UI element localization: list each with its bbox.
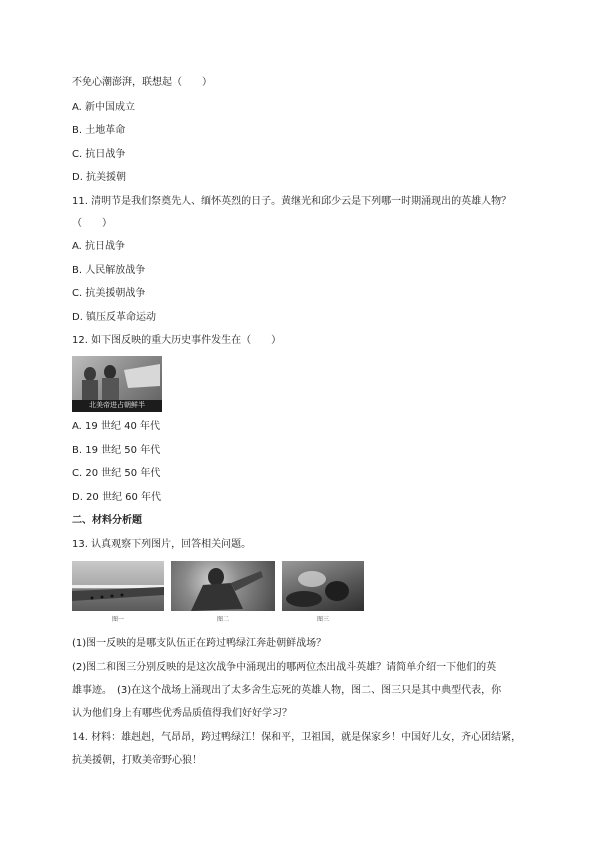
q11-option-a: A. 抗日战争 bbox=[72, 241, 126, 252]
section2-title: 二、材料分析题 bbox=[72, 515, 142, 526]
q13-caption-1: 图一 bbox=[111, 616, 124, 623]
q11-option-b: B. 人民解放战争 bbox=[72, 265, 146, 276]
q13-photo-1-scene bbox=[72, 561, 164, 611]
q11-stem-paren: （ ） bbox=[72, 218, 112, 229]
q12-option-b: B. 19 世纪 50 年代 bbox=[72, 445, 161, 456]
q10-option-a: A. 新中国成立 bbox=[72, 102, 136, 113]
q12-option-c: C. 20 世纪 50 年代 bbox=[72, 468, 161, 479]
q10-option-b: B. 土地革命 bbox=[72, 125, 126, 136]
q13-stem: 13. 认真观察下列图片，回答相关问题。 bbox=[72, 539, 252, 550]
q13-sub2-line1: (2)图二和图三分别反映的是这次战争中涌现出的哪两位杰出战斗英雄？请简单介绍一下他们的英 bbox=[72, 662, 497, 673]
q14-line2: 抗美援朝，打败美帝野心狼！ bbox=[72, 755, 202, 766]
q13-photo-2-hero bbox=[171, 561, 275, 611]
q13-sub1: (1)图一反映的是哪支队伍正在跨过鸭绿江奔赴朝鲜战场？ bbox=[72, 638, 327, 649]
q10-option-c: C. 抗日战争 bbox=[72, 149, 126, 160]
q10-option-d: D. 抗美援朝 bbox=[72, 172, 127, 183]
q13-photo-3-scene bbox=[282, 561, 364, 611]
q10-stem: 不免心潮澎湃，联想起（ ） bbox=[72, 77, 212, 88]
q12-photo-caption: 北美帝进占朝鲜半 bbox=[89, 401, 145, 409]
q13-sub2-line3: 认为他们身上有哪些优秀品质值得我们好好学习？ bbox=[72, 708, 292, 719]
q12-photo bbox=[72, 356, 162, 412]
q11-option-d: D. 镇压反革命运动 bbox=[72, 312, 157, 323]
q13-caption-2: 图二 bbox=[216, 616, 229, 623]
q13-sub2-line2: 雄事迹。 (3)在这个战场上涌现出了太多舍生忘死的英雄人物，图二、图三只是其中典型代表，你 bbox=[72, 685, 502, 696]
q12-stem: 12. 如下图反映的重大历史事件发生在（ ） bbox=[72, 335, 282, 346]
q13-photo-3 bbox=[282, 561, 364, 611]
q12-option-a: A. 19 世纪 40 年代 bbox=[72, 421, 161, 432]
q13-photo-2 bbox=[171, 561, 275, 611]
q13-photo-1 bbox=[72, 561, 164, 611]
q11-option-c: C. 抗美援朝战争 bbox=[72, 288, 146, 299]
q11-stem: 11. 清明节是我们祭奠先人、缅怀英烈的日子。黄继光和邱少云是下列哪一时期涌现出的英雄人物？ bbox=[72, 196, 512, 207]
q13-caption-3: 图三 bbox=[316, 616, 329, 623]
q14-line1: 14. 材料：雄赳赳，气昂昂，跨过鸭绿江！保和平，卫祖国，就是保家乡！中国好儿女，齐心团结紧， bbox=[72, 732, 522, 743]
q12-option-d: D. 20 世纪 60 年代 bbox=[72, 492, 162, 503]
